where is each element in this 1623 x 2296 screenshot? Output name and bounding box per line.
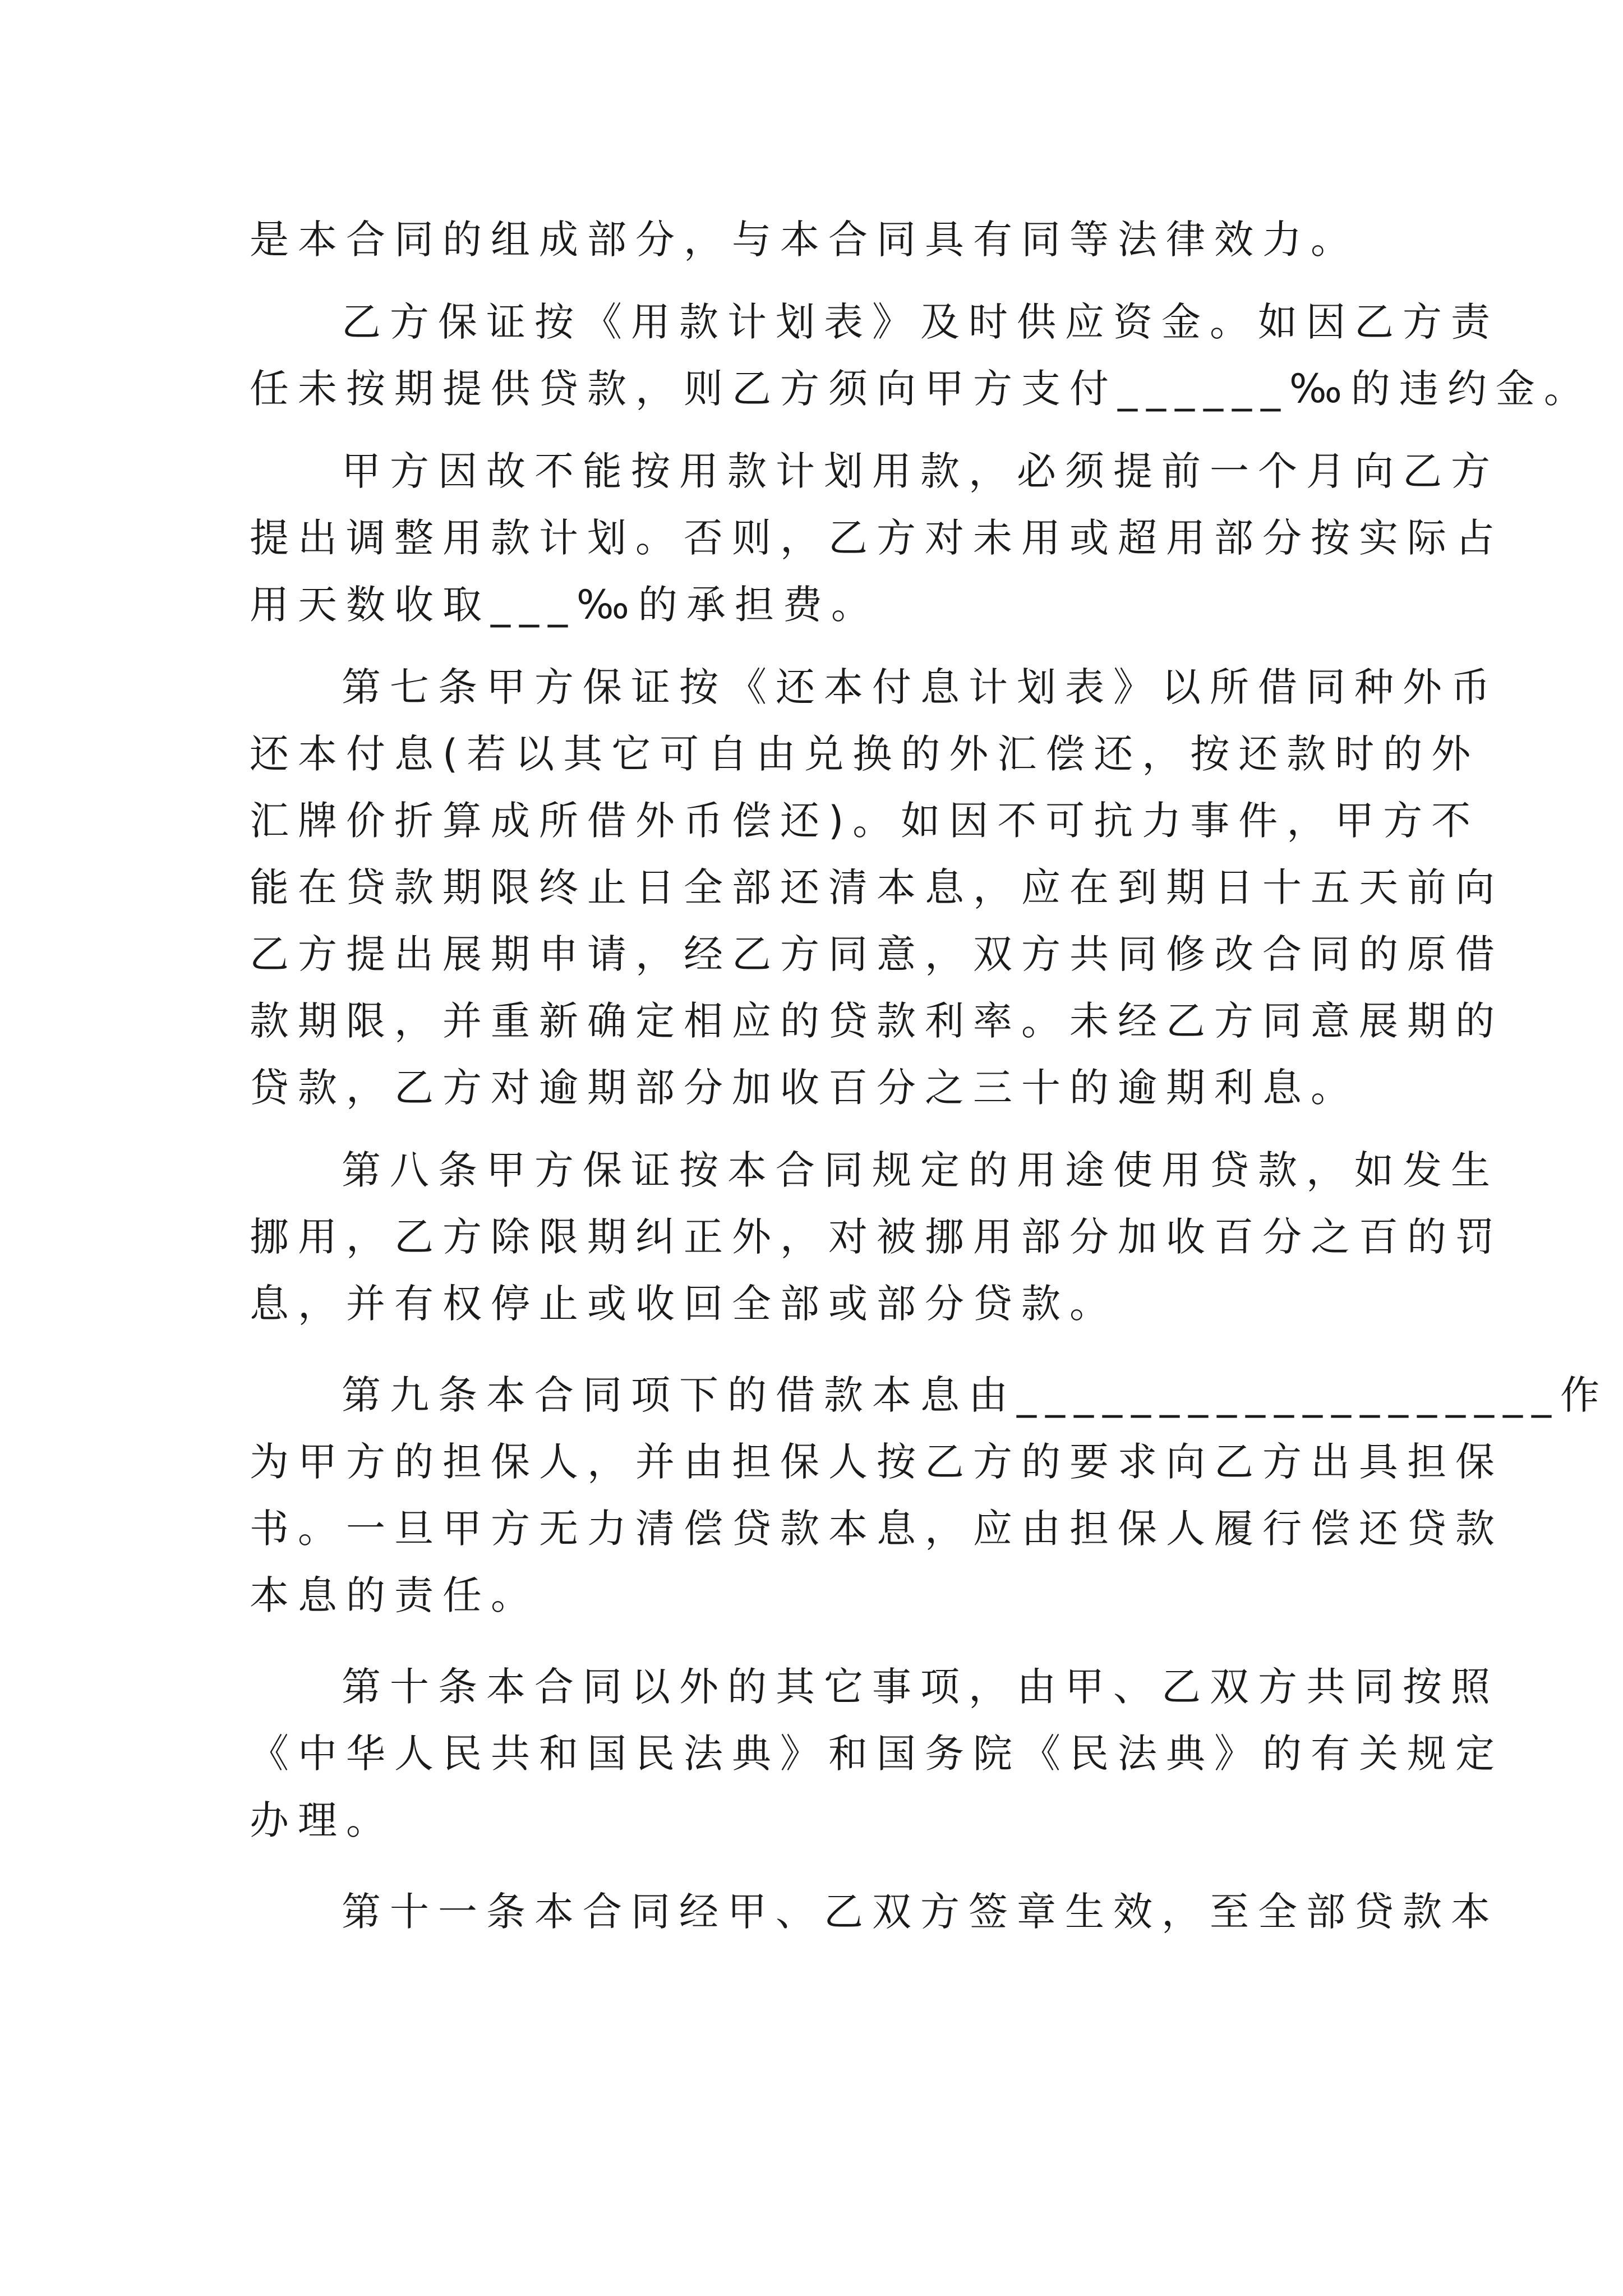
text-line: 本息的责任。: [250, 1572, 539, 1618]
text-line: 挪用，乙方除限期纠正外，对被挪用部分加收百分之百的罚: [250, 1214, 1504, 1260]
text-line: 办理。: [250, 1797, 394, 1843]
text-line: 是本合同的组成部分，与本合同具有同等法律效力。: [250, 217, 1359, 263]
text-line: 用天数收取___‰的承担费。: [250, 582, 879, 628]
text-line: 《中华人民共和国民法典》和国务院《民法典》的有关规定: [250, 1731, 1504, 1777]
text-line: 书。一旦甲方无力清偿贷款本息，应由担保人履行偿还贷款: [250, 1506, 1504, 1552]
text-line: 任未按期提供贷款，则乙方须向甲方支付______‰的违约金。: [250, 366, 1592, 412]
text-line: 乙方提出展期申请，经乙方同意，双方共同修改合同的原借: [250, 931, 1504, 977]
text-line: 第七条甲方保证按《还本付息计划表》以所借同种外币: [342, 664, 1499, 710]
text-line: 第八条甲方保证按本合同规定的用途使用贷款，如发生: [342, 1147, 1499, 1193]
text-line: 第十一条本合同经甲、乙双方签章生效，至全部贷款本: [342, 1889, 1499, 1935]
text-line: 还本付息(若以其它可自由兑换的外汇偿还，按还款时的外: [250, 731, 1480, 777]
text-line: 能在贷款期限终止日全部还清本息，应在到期日十五天前向: [250, 864, 1504, 910]
text-line: 乙方保证按《用款计划表》及时供应资金。如因乙方责: [342, 299, 1499, 345]
text-line: 贷款，乙方对逾期部分加收百分之三十的逾期利息。: [250, 1065, 1359, 1111]
document-body: [250, 206, 1608, 1945]
text-line: 第十条本合同以外的其它事项，由甲、乙双方共同按照: [342, 1664, 1499, 1710]
text-line: 提出调整用款计划。否则，乙方对未用或超用部分按实际占: [250, 515, 1504, 561]
text-line: 息，并有权停止或收回全部或部分贷款。: [250, 1281, 1118, 1327]
text-line: 为甲方的担保人，并由担保人按乙方的要求向乙方出具担保: [250, 1439, 1504, 1485]
text-line: 甲方因故不能按用款计划用款，必须提前一个月向乙方: [342, 448, 1499, 494]
text-line: 第九条本合同项下的借款本息由___________________作: [342, 1372, 1608, 1418]
text-line: 汇牌价折算成所借外币偿还)。如因不可抗力事件，甲方不: [250, 798, 1480, 844]
text-line: 款期限，并重新确定相应的贷款利率。未经乙方同意展期的: [250, 998, 1504, 1044]
